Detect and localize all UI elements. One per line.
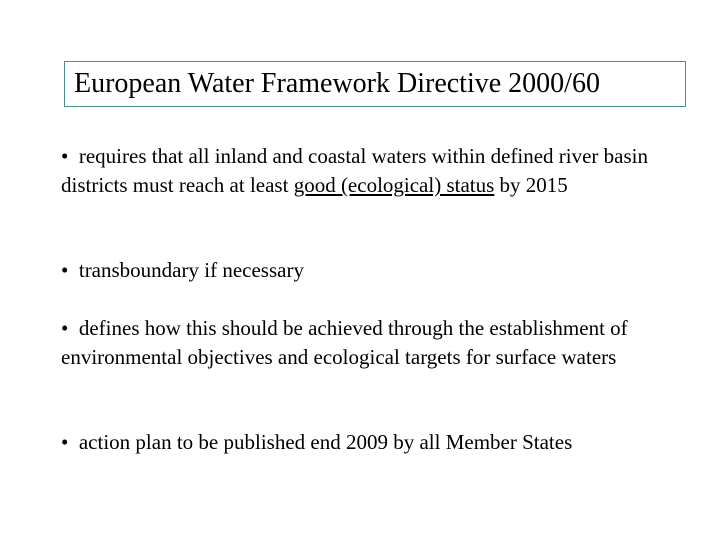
bullet-text-before: requires that all inland and coastal waters within defined river basin districts must reach at least <box>61 144 649 197</box>
bullet-item-good-status <box>61 142 701 200</box>
bullet-text-after: by 2015 <box>494 173 568 197</box>
bullet-marker: • <box>61 144 69 168</box>
title-box <box>64 61 686 107</box>
bullet-text: action plan to be published end 2009 by all Member States <box>78 430 573 454</box>
bullet-marker: • <box>61 258 69 282</box>
bullet-item-transboundary <box>61 256 701 285</box>
slide-title: European Water Framework Directive 2000/60 <box>74 68 600 99</box>
bullet-item-objectives <box>61 314 701 372</box>
bullet-text: defines how this should be achieved through the establishment of environmental objectives and ecological targets for surface waters <box>61 316 628 369</box>
bullet-item-action-plan <box>61 428 701 457</box>
underlined-emphasis: good (ecological) status <box>293 173 495 197</box>
bullet-text: transboundary if necessary <box>78 258 304 282</box>
bullet-marker: • <box>61 430 69 454</box>
bullet-marker: • <box>61 316 69 340</box>
